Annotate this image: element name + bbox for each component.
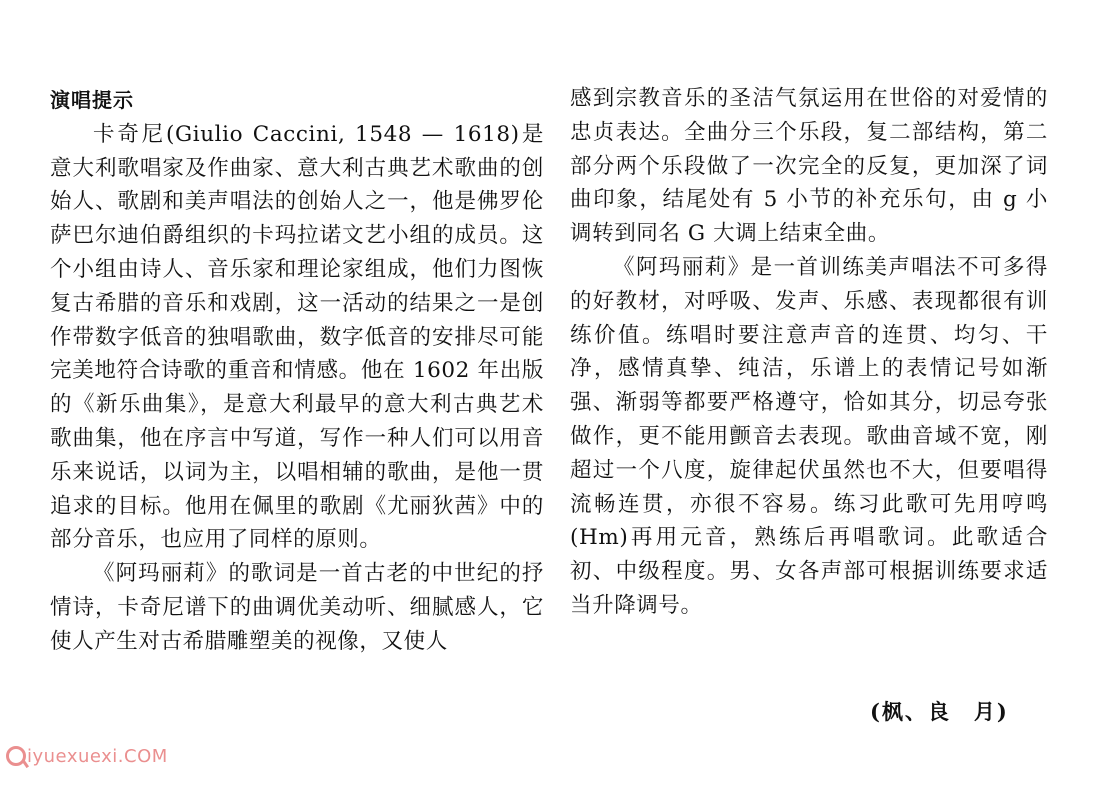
q-logo-icon	[6, 746, 26, 766]
site-watermark	[6, 740, 168, 772]
paragraph-caccini-bio: 卡奇尼(Giulio Caccini, 1548 — 1618)是意大利歌唱家及作曲家、意大利古典艺术歌曲的创始人、歌剧和美声唱法的创始人之一，他是佛罗伦萨巴尔迪伯爵组织的卡玛拉诺文艺小组的成员。这个小组由诗人、音乐家和理论家组成，他们力图恢复古希腊的音乐和戏剧，这一活动的结果之一是创作带数字低音的独唱歌曲，数字低音的安排尽可能完美地符合诗歌的重音和情感。他在 1602 年出版的《新乐曲集》，是意大利最早的意大利古典艺术歌曲集，他在序言中写道，写作一种人们可以用音乐来说话，以词为主，以唱相辅的歌曲，是他一贯追求的目标。他用在佩里的歌剧《尤丽狄茜》中的部分音乐，也应用了同样的原则。	[50, 121, 544, 553]
section-heading: 演唱提示	[50, 88, 134, 112]
left-column	[50, 84, 544, 659]
watermark-text: iyuexuexi.COM	[27, 745, 168, 767]
paragraph-amarilli-lyrics-continued: 感到宗教音乐的圣洁气氛运用在世俗的对爱情的忠贞表达。全曲分三个乐段，复二部结构，第二部分两个乐段做了一次完全的反复，更加深了词曲印象，结尾处有 5 小节的补充乐句，由 g 小调转到同名 G 大调上结束全曲。	[570, 86, 1048, 247]
author-signature: (枫、良 月)	[870, 699, 1009, 724]
paragraph-training-notes: 《阿玛丽莉》是一首训练美声唱法不可多得的好教材，对呼吸、发声、乐感、表现都很有训练价值。练唱时要注意声音的连贯、均匀、干净，感情真挚、纯洁，乐谱上的表情记号如渐强、渐弱等都要严格遵守，恰如其分，切忌夸张做作，更不能用颤音去表现。歌曲音域不宽，刚超过一个八度，旋律起伏虽然也不大，但要唱得流畅连贯，亦很不容易。练习此歌可先用哼鸣(Hm)再用元音，熟练后再唱歌词。此歌适合初、中级程度。男、女各声部可根据训练要求适当升降调号。	[570, 254, 1048, 618]
right-column	[570, 82, 1048, 623]
paragraph-amarilli-lyrics: 《阿玛丽莉》的歌词是一首古老的中世纪的抒情诗，卡奇尼谱下的曲调优美动听、细腻感人，它使人产生对古希腊雕塑美的视像，又使人	[50, 561, 544, 654]
